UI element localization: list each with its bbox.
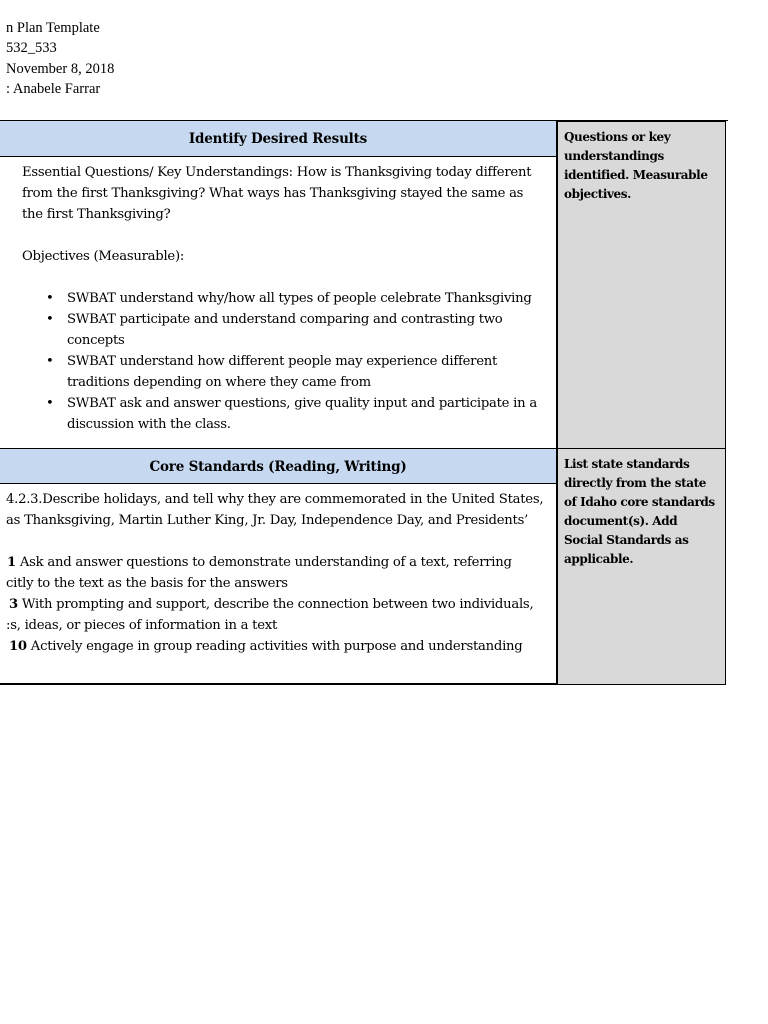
- standard-line: citly to the text as the basis for the answers: [6, 576, 288, 591]
- list-item: • SWBAT participate and understand comparing and contrasting two concepts: [22, 309, 546, 351]
- desired-results-heading: Identify Desired Results: [0, 121, 556, 157]
- objectives-list: [22, 288, 546, 435]
- core-standards-heading: Core Standards (Reading, Writing): [0, 448, 556, 484]
- core-standards-cell: [0, 448, 558, 685]
- bullet: •: [46, 354, 54, 369]
- teacher-name: : Anabele Farrar: [6, 81, 101, 97]
- list-item: • SWBAT ask and answer questions, give quality input and participate in a discussion with the class.: [22, 393, 546, 435]
- objectives-label: Objectives (Measurable):: [22, 249, 185, 264]
- lesson-date: November 8, 2018: [6, 61, 115, 77]
- bullet: •: [46, 291, 54, 306]
- essential-questions: Essential Questions/ Key Understandings: How is Thanksgiving today different from the first Thanksgiving? What ways has Thanksgiving stayed the same as the first Thanksgiving?: [22, 165, 532, 222]
- standard-line: :s, ideas, or pieces of information in a text: [6, 618, 278, 633]
- standard-line: 4.2.3.Describe holidays, and tell why they are commemorated in the United States,: [6, 492, 544, 507]
- desired-results-cell: [0, 121, 558, 448]
- template-title: n Plan Template: [6, 20, 100, 36]
- standard-line: 10 Actively engage in group reading activities with purpose and understanding: [9, 639, 523, 654]
- desired-results-body: [0, 157, 556, 448]
- core-standards-note: List state standards directly from the state of Idaho core standards document(s). Add Social Standards as applicable.: [558, 448, 726, 685]
- standard-line: 1 Ask and answer questions to demonstrate understanding of a text, referring: [7, 555, 512, 570]
- standard-line: 3 With prompting and support, describe the connection between two individuals,: [9, 597, 534, 612]
- list-item: • SWBAT understand why/how all types of people celebrate Thanksgiving: [22, 288, 546, 309]
- list-item: • SWBAT understand how different people may experience different traditions depending on where they came from: [22, 351, 546, 393]
- bullet: •: [46, 396, 54, 411]
- standard-line: as Thanksgiving, Martin Luther King, Jr. Day, Independence Day, and Presidents’: [6, 513, 529, 528]
- lesson-plan-table: [0, 120, 728, 685]
- desired-results-note: Questions or key understandings identified. Measurable objectives.: [558, 121, 726, 448]
- core-standards-row: [0, 448, 728, 685]
- core-standards-body: [0, 484, 556, 685]
- bullet: •: [46, 312, 54, 327]
- course-number: 532_533: [6, 40, 57, 56]
- desired-results-row: [0, 120, 728, 448]
